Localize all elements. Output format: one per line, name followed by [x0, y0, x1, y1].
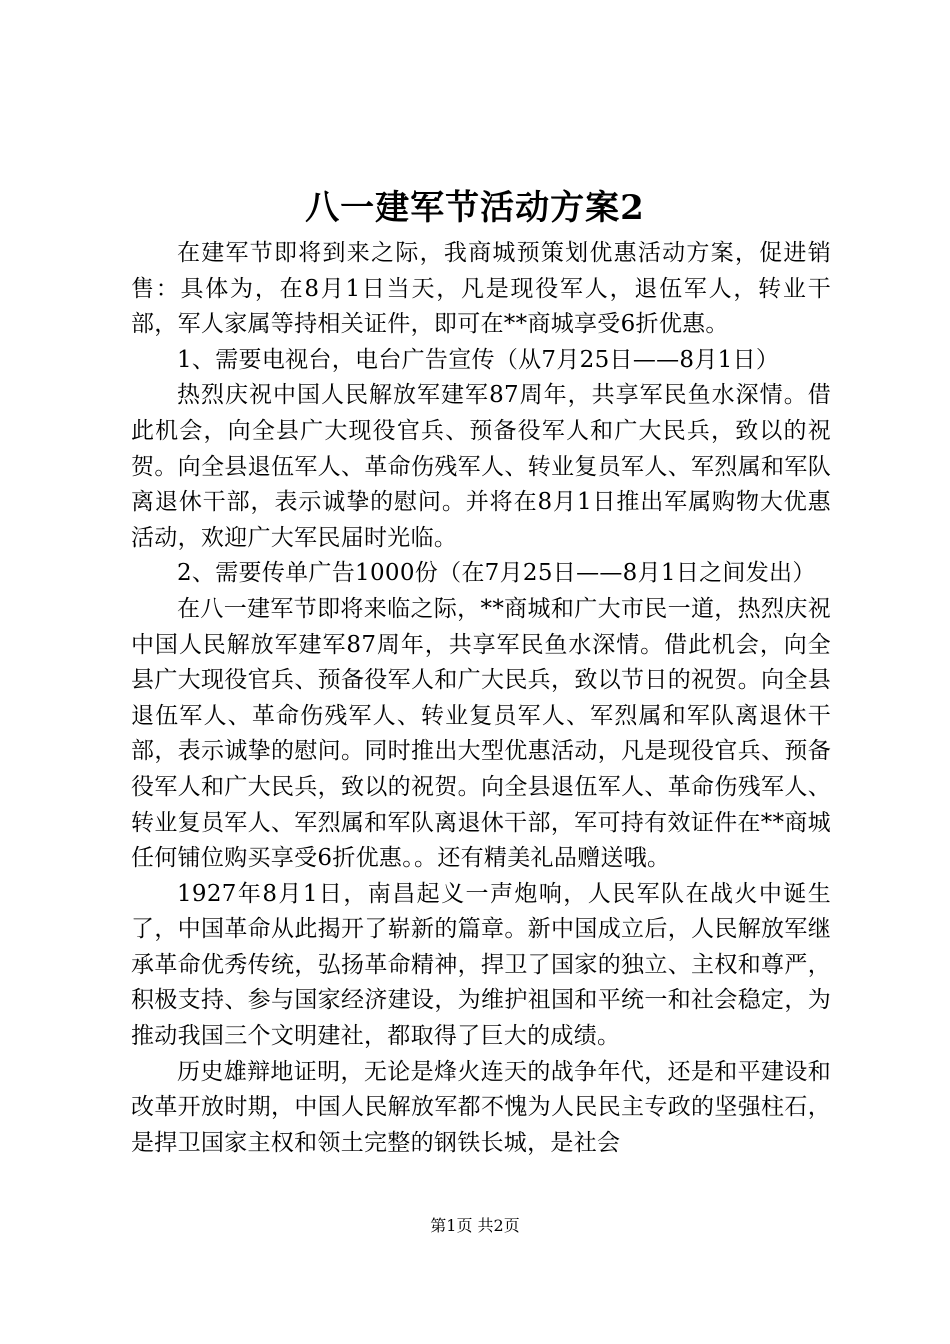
paragraph-item-2: 2、需要传单广告1000份（在7月25日——8月1日之间发出）	[177, 560, 816, 587]
document-title: 八一建军节活动方案2	[305, 188, 645, 228]
paragraph-conclusion: 历史雄辩地证明，无论是烽火连天的战争年代，还是和平建设和改革开放时期，中国人民解放军都不愧为人民民主专政的坚强柱石，是捍卫国家主权和领土完整的钢铁长城，是社会	[131, 1058, 831, 1156]
paragraph-history: 1927年8月1日，南昌起义一声炮响，人民军队在战火中诞生了，中国革命从此揭开了崭新的篇章。新中国成立后，人民解放军继承革命优秀传统，弘扬革命精神，捍卫了国家的独立、主权和尊严，积极支持、参与国家经济建设，为维护祖国和平统一和社会稳定，为推动我国三个文明建社，都取得了巨大的成绩。	[131, 880, 831, 1050]
paragraph-tv-ad: 热烈庆祝中国人民解放军建军87周年，共享军民鱼水深情。借此机会，向全县广大现役官兵、预备役军人和广大民兵，致以的祝贺。向全县退伍军人、革命伤残军人、转业复员军人、军烈属和军队离退休干部，表示诚挚的慰问。并将在8月1日推出军属购物大优惠活动，欢迎广大军民届时光临。	[131, 382, 831, 551]
document-body	[131, 236, 831, 1161]
page-footer: 第1页 共2页	[430, 1216, 520, 1235]
paragraph-intro: 在建军节即将到来之际，我商城预策划优惠活动方案，促进销售：具体为，在8月1日当天，凡是现役军人，退伍军人，转业干部，军人家属等持相关证件，即可在**商城享受6折优惠。	[131, 240, 831, 338]
paragraph-flyer-ad: 在八一建军节即将来临之际，**商城和广大市民一道，热烈庆祝中国人民解放军建军87周年，共享军民鱼水深情。借此机会，向全县广大现役官兵、预备役军人和广大民兵，致以节日的祝贺。向全县退伍军人、革命伤残军人、转业复员军人、军烈属和军队离退休干部，表示诚挚的慰问。同时推出大型优惠活动，凡是现役官兵、预备役军人和广大民兵，致以的祝贺。向全县退伍军人、革命伤残军人、转业复员军人、军烈属和军队离退休干部，军可持有效证件在**商城任何铺位购买享受6折优惠。。还有精美礼品赠送哦。	[131, 595, 831, 872]
paragraph-item-1: 1、需要电视台，电台广告宣传（从7月25日——8月1日）	[177, 346, 780, 373]
